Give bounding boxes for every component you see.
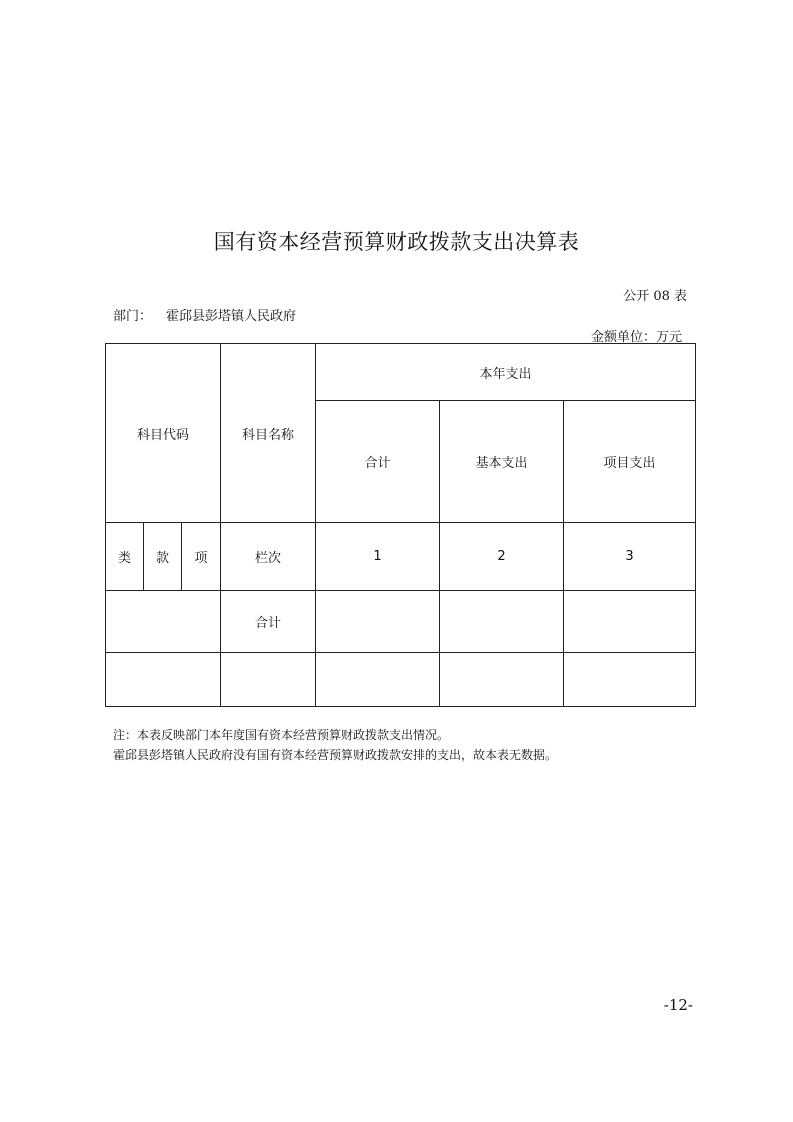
total-row-label: 合计 [221, 591, 316, 653]
note-line: 注：本表反映部门本年度国有资本经营预算财政拨款支出情况。 [113, 728, 450, 742]
header-total: 合计 [316, 401, 440, 523]
header-basic-expense: 基本支出 [440, 401, 564, 523]
page-number: -12- [663, 996, 693, 1014]
index-section: 款 [144, 523, 182, 591]
index-column-label: 栏次 [221, 523, 316, 591]
header-project-expense: 项目支出 [564, 401, 696, 523]
total-row-project [564, 591, 696, 653]
blank-row-basic [440, 653, 564, 707]
index-col-3: 3 [564, 523, 696, 591]
page-title: 国有资本经营预算财政拨款支出决算表 [213, 230, 580, 254]
total-row-basic [440, 591, 564, 653]
amount-unit: 金额单位：万元 [590, 330, 682, 345]
index-category: 类 [106, 523, 144, 591]
index-item: 项 [182, 523, 221, 591]
department-line [113, 305, 296, 324]
header-subject-code: 科目代码 [106, 344, 221, 523]
total-row-total [316, 591, 440, 653]
form-number: 公开 08 表 [623, 289, 687, 304]
expense-table [105, 343, 696, 707]
header-subject-name: 科目名称 [221, 344, 316, 523]
total-row-code [106, 591, 221, 653]
department-name: 霍邱县彭塔镇人民政府 [166, 309, 297, 324]
blank-row-code [106, 653, 221, 707]
department-label: 部门： [113, 309, 153, 324]
note-line: 霍邱县彭塔镇人民政府没有国有资本经营预算财政拨款安排的支出，故本表无数据。 [113, 748, 558, 762]
notes [113, 725, 557, 765]
header-current-year-expense: 本年支出 [316, 344, 696, 401]
blank-row-project [564, 653, 696, 707]
index-col-1: 1 [316, 523, 440, 591]
blank-row-total [316, 653, 440, 707]
blank-row-name [221, 653, 316, 707]
index-col-2: 2 [440, 523, 564, 591]
